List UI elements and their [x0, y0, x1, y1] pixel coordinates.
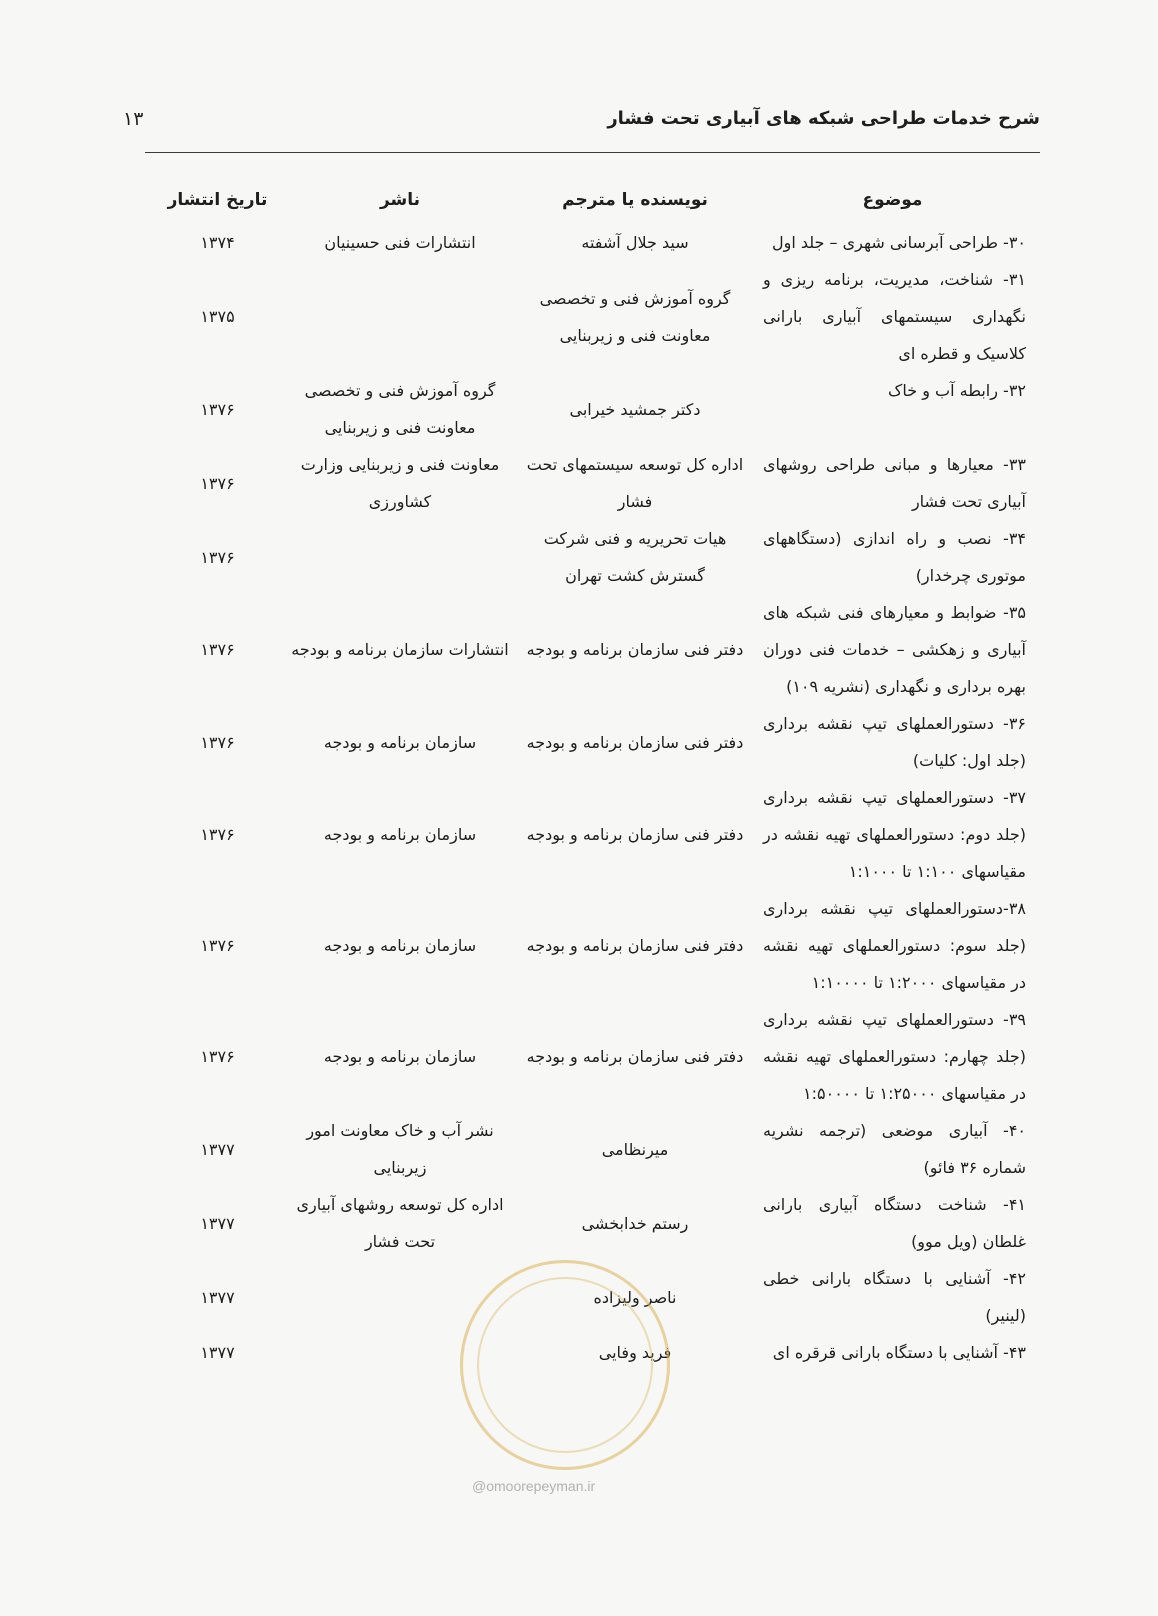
cell-date: ۱۳۷۶ — [200, 825, 235, 844]
references-table — [150, 190, 1030, 1371]
cell-publisher: سازمان برنامه و بودجه — [323, 825, 477, 844]
cell-date: ۱۳۷۷ — [200, 1343, 235, 1362]
cell-topic: ۳۶- دستورالعملهای تیپ نقشه برداری (جلد اول: کلیات) — [763, 714, 1026, 770]
cell-date: ۱۳۷۶ — [200, 399, 235, 419]
cell-topic: ۳۲- رابطه آب و خاک — [888, 381, 1026, 400]
cell-date: ۱۳۷۷ — [200, 1287, 235, 1307]
cell-publisher: اداره کل توسعه روشهای آبیاری تحت فشار — [296, 1195, 504, 1251]
cell-author: دفتر فنی سازمان برنامه و بودجه — [526, 936, 744, 955]
cell-author: دفتر فنی سازمان برنامه و بودجه — [526, 732, 744, 752]
cell-author: گروه آموزش فنی و تخصصی معاونت فنی و زیربنایی — [539, 288, 731, 345]
cell-topic: ۳۸-دستورالعملهای تیپ نقشه برداری (جلد سوم: دستورالعملهای تهیه نقشه در مقیاسهای ۱:۲۰۰۰ تا ۱:۱۰۰۰۰ — [763, 899, 1026, 992]
cell-date: ۱۳۷۶ — [200, 473, 235, 493]
cell-author: ناصر ولیزاده — [593, 1287, 677, 1307]
cell-topic: ۴۰- آبیاری موضعی (ترجمه نشریه شماره ۳۶ فائو) — [763, 1121, 1026, 1177]
cell-author: دفتر فنی سازمان برنامه و بودجه — [526, 1047, 744, 1066]
column-header-author: نویسنده یا مترجم — [562, 190, 708, 210]
page-number: ۱۳ — [123, 108, 144, 130]
table-row — [150, 890, 1030, 1001]
cell-topic: ۳۷- دستورالعملهای تیپ نقشه برداری (جلد دوم: دستورالعملهای تهیه نقشه در مقیاسهای ۱:۱۰۰ تا ۱:۱۰۰۰ — [763, 788, 1026, 881]
cell-topic: ۴۳- آشنایی با دستگاه بارانی قرقره ای — [772, 1343, 1026, 1362]
cell-date: ۱۳۷۶ — [200, 1047, 235, 1066]
table-row — [150, 446, 1030, 520]
cell-publisher — [285, 1334, 515, 1371]
cell-author: فرید وفایی — [598, 1343, 672, 1362]
cell-date: ۱۳۷۷ — [200, 1213, 235, 1233]
cell-author: رستم خدابخشی — [581, 1213, 689, 1233]
cell-publisher: سازمان برنامه و بودجه — [323, 1047, 477, 1066]
cell-publisher: انتشارات فنی حسینیان — [324, 233, 476, 252]
table-row — [150, 1260, 1030, 1334]
cell-publisher: گروه آموزش فنی و تخصصی معاونت فنی و زیربنایی — [304, 381, 496, 437]
cell-publisher: انتشارات سازمان برنامه و بودجه — [291, 640, 509, 659]
cell-author: اداره کل توسعه سیستمهای تحت فشار — [526, 455, 744, 511]
cell-author: سید جلال آشفته — [581, 233, 689, 252]
cell-date: ۱۳۷۴ — [200, 233, 235, 252]
table-row — [150, 372, 1030, 446]
cell-date: ۱۳۷۷ — [200, 1139, 235, 1159]
table-row — [150, 594, 1030, 705]
watermark-text: @omoorepeyman.ir — [472, 1478, 596, 1494]
cell-topic: ۴۲- آشنایی با دستگاه بارانی خطی (لینیر) — [763, 1269, 1026, 1325]
cell-topic: ۳۱- شناخت، مدیریت، برنامه ریزی و نگهداری سیستمهای آبیاری بارانی کلاسیک و قطره ای — [763, 270, 1026, 363]
cell-publisher — [285, 520, 515, 594]
running-title: شرح خدمات طراحی شبکه های آبیاری تحت فشار — [607, 108, 1040, 129]
table-row — [150, 520, 1030, 594]
cell-publisher: سازمان برنامه و بودجه — [323, 732, 477, 752]
table-row — [150, 1334, 1030, 1371]
page-header — [123, 96, 1040, 153]
cell-publisher — [285, 1260, 515, 1334]
cell-author: دفتر فنی سازمان برنامه و بودجه — [526, 825, 744, 844]
cell-author: هیات تحریریه و فنی شرکت گسترش کشت تهران — [543, 529, 727, 585]
cell-topic: ۳۰- طراحی آبرسانی شهری – جلد اول — [771, 233, 1026, 252]
cell-publisher: سازمان برنامه و بودجه — [323, 936, 477, 955]
cell-date: ۱۳۷۶ — [200, 547, 235, 567]
column-header-topic: موضوع — [862, 190, 923, 210]
column-header-publisher: ناشر — [379, 190, 421, 210]
table-row — [150, 779, 1030, 890]
cell-publisher — [285, 261, 515, 372]
cell-topic: ۳۴- نصب و راه اندازی (دستگاههای موتوری چرخدار) — [763, 529, 1026, 585]
cell-topic: ۳۳- معیارها و مبانی طراحی روشهای آبیاری تحت فشار — [763, 455, 1026, 511]
column-header-date: تاریخ انتشار — [167, 190, 268, 210]
cell-date: ۱۳۷۶ — [200, 640, 235, 659]
cell-topic: ۳۹- دستورالعملهای تیپ نقشه برداری (جلد چهارم: دستورالعملهای تهیه نقشه در مقیاسهای ۱:۲۵۰۰۰ تا ۱:۵۰۰۰۰ — [763, 1010, 1026, 1103]
table-row — [150, 1001, 1030, 1112]
table-header-row — [150, 190, 1030, 224]
cell-publisher: نشر آب و خاک معاونت امور زیربنایی — [306, 1121, 494, 1177]
table-row — [150, 1186, 1030, 1260]
cell-topic: ۳۵- ضوابط و معیارهای فنی شبکه های آبیاری و زهکشی – خدمات فنی دوران بهره برداری و نگهداری (نشریه ۱۰۹) — [763, 603, 1026, 696]
cell-author: دکتر جمشید خیرابی — [569, 399, 701, 419]
cell-date: ۱۳۷۶ — [200, 732, 235, 752]
table-row — [150, 261, 1030, 372]
cell-date: ۱۳۷۶ — [200, 936, 235, 955]
table-row — [150, 705, 1030, 779]
cell-date: ۱۳۷۵ — [200, 307, 235, 326]
table-body — [150, 224, 1030, 1371]
cell-publisher: معاونت فنی و زیربنایی وزارت کشاورزی — [300, 455, 500, 511]
table-row — [150, 1112, 1030, 1186]
cell-author: میرنظامی — [601, 1139, 669, 1159]
cell-topic: ۴۱- شناخت دستگاه آبیاری بارانی غلطان (ویل موو) — [763, 1195, 1026, 1251]
table-row — [150, 224, 1030, 261]
cell-author: دفتر فنی سازمان برنامه و بودجه — [526, 640, 744, 659]
